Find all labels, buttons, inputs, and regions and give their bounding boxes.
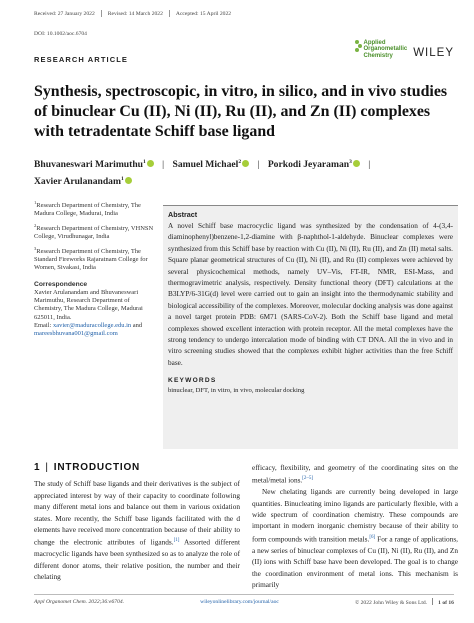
- journal-logo-icon: [355, 40, 362, 54]
- divider: [101, 10, 102, 17]
- correspondence-emails: Email: xavier@maduracollege.edu.in and mareesbhuvana001@gmail.com: [34, 321, 143, 337]
- accepted-date: Accepted: 15 April 2022: [175, 10, 232, 17]
- journal-logo-line: Applied: [363, 40, 386, 46]
- citation-link[interactable]: [1]: [173, 538, 180, 544]
- journal-site-link[interactable]: wileyonlinelibrary.com/journal/aoc: [200, 599, 279, 605]
- page-number: 1 of 16: [438, 600, 454, 606]
- section-heading: 1 | INTRODUCTION: [34, 462, 141, 473]
- publisher-logo[interactable]: WILEY: [413, 46, 454, 59]
- author-list: Bhuvaneswari Marimuthu$^1$ | Samuel Michael$^2$ | Porkodi Jeyaraman$^3$ | Xavier Arulanandam$^1$: [34, 159, 371, 188]
- orcid-icon[interactable]: [353, 160, 360, 167]
- correspondence-body: Xavier Arulanandam and Bhuvaneswari Marimuthu, Research Department of Chemistry, The Madura College, Madurai 625011, India.: [34, 289, 143, 321]
- doi[interactable]: DOI: 10.1002/aoc.6704: [34, 31, 87, 37]
- affiliation: $^1$Research Department of Chemistry, The Madura College, Madurai, India: [34, 200, 141, 218]
- affiliations-sidebar: [34, 199, 159, 338]
- abstract-box: [163, 205, 458, 449]
- correspondence-heading: Correspondence: [34, 281, 88, 289]
- keywords-heading: KEYWORDS: [168, 377, 217, 385]
- abstract-heading: Abstract: [168, 210, 198, 219]
- intro-column-left: [34, 462, 240, 582]
- citation-link[interactable]: [2–5]: [302, 476, 314, 482]
- keywords-list: binuclear, DFT, in vitro, in vivo, molecular docking: [168, 387, 305, 395]
- article-type: RESEARCH ARTICLE: [34, 55, 128, 64]
- copyright-page: © 2022 John Wiley & Sons Ltd. 1 of 16: [354, 600, 454, 606]
- abstract-text: A novel Schiff base macrocyclic ligand was synthesized by the condensation of 4-(3,4-diaminophenyl)benzene-1,2-diamine with β-naphthol-1-aldehyde. Binuclear complexes were synthesized from this Schiff base by reaction with Cu (II), Ni (II), Ru (II), and Zn (II) metal salts. Square planar geometrical structures of Cu (II), Ni (II), and Ru (II) complexes were achieved by several physicochemical methods, namely UV–Vis, FT-IR, NMR, ESI-Mass, and thermogravimetric analysis, respectively. Density functional theory (DFT) calculations at the B3LYP/6-31G(d) level were carried out to gain an insight into the thermodynamic stability and biological accessibility of the complexes. Moreover, molecular docking analysis was done against a novel target protein PDB: 6M71 (SARS-CoV-2). Both the Schiff base ligand and metal complexes showed excellent interaction with protein receptor. All the metal complexes have the strong tendency to undergo intercalation mode of binding with CT DNA. All the in vivo and in vitro screening studies showed that the complexes exhibit higher activities than the free Schiff base.: [168, 222, 453, 367]
- history-bar: [34, 10, 231, 17]
- paragraph: The study of Schiff base ligands and their derivatives is the subject of appreciated interest by way of their capacity to coordinate following many different metal ions and balance out them in various oxidation states. More recently, the Schiff base ligands facilitated with the d elements have received more concentration because of their ability to change the electronic attributes of ligands.[1] Assorted different macrocyclic ligands have been synthesized so as to analyze the role of different donor atoms, their relative position, the number and their chelating: [34, 479, 240, 582]
- email-link[interactable]: xavier@maduracollege.edu.in: [52, 321, 132, 329]
- email-link[interactable]: mareesbhuvana001@gmail.com: [34, 329, 118, 337]
- author-name[interactable]: Xavier Arulanandam: [34, 176, 121, 188]
- revised-date: Revised: 14 March 2022: [107, 10, 163, 17]
- orcid-icon[interactable]: [125, 177, 132, 184]
- received-date: Received: 27 January 2022: [34, 10, 95, 17]
- journal-logo-line: Organometallic: [363, 46, 408, 53]
- author-affiliation-mark: 1: [143, 159, 146, 165]
- citation-link[interactable]: [6]: [369, 534, 376, 540]
- author-name[interactable]: Bhuvaneswari Marimuthu: [34, 159, 144, 171]
- author-affiliation-mark: 1: [120, 176, 124, 183]
- affiliation: $^3$Research Department of Chemistry, The Standard Fireworks Rajaratnam College for Women, Sivakasi, India: [34, 245, 148, 272]
- article-title: Synthesis, spectroscopic, in vitro, in silico, and in vivo studies of binuclear Cu (II), Ni (II), Ru (II), and Zn (II) complexes with tetradentate Schiff base ligand: [34, 83, 448, 140]
- affiliation: $^2$Research Department of Chemistry, VHNSN College, Virudhunagar, India: [34, 222, 154, 241]
- citation-line: Appl Organomet Chem. 2022;36:e6704.: [34, 599, 125, 605]
- paragraph: efficacy, flexibility, and geometry of the coordinating sites on the metal/metal ions.[2–5]: [252, 463, 458, 485]
- author-affiliation-mark: 3: [349, 159, 352, 165]
- author-name[interactable]: Porkodi Jeyaraman: [267, 159, 350, 171]
- intro-column-right: [252, 462, 458, 590]
- journal-logo-line: Chemistry: [363, 52, 393, 59]
- paragraph: New chelating ligands are currently being developed in large quantities. Binucleating imino ligands are particularly flexible, with a wide spectrum of coordination chemistry. These compounds are important in modern inorganic chemistry because of their ability to form compounds with transition metals.[6] For a range of applications, a new series of binuclear complexes of Cu (II), Ni (II), Ru (II), and Zn (II) ions with Schiff base have been developed. The goal is to change the coordination environment of metal ions. This mechanism is primarily: [252, 487, 458, 589]
- journal-logo[interactable]: [355, 40, 408, 59]
- divider: [169, 10, 170, 17]
- page-footer: [34, 594, 454, 606]
- author-name[interactable]: Samuel Michael: [172, 159, 239, 171]
- author-affiliation-mark: 2: [238, 159, 242, 165]
- orcid-icon[interactable]: [242, 160, 249, 167]
- orcid-icon[interactable]: [147, 160, 154, 167]
- header-logos: [355, 40, 454, 59]
